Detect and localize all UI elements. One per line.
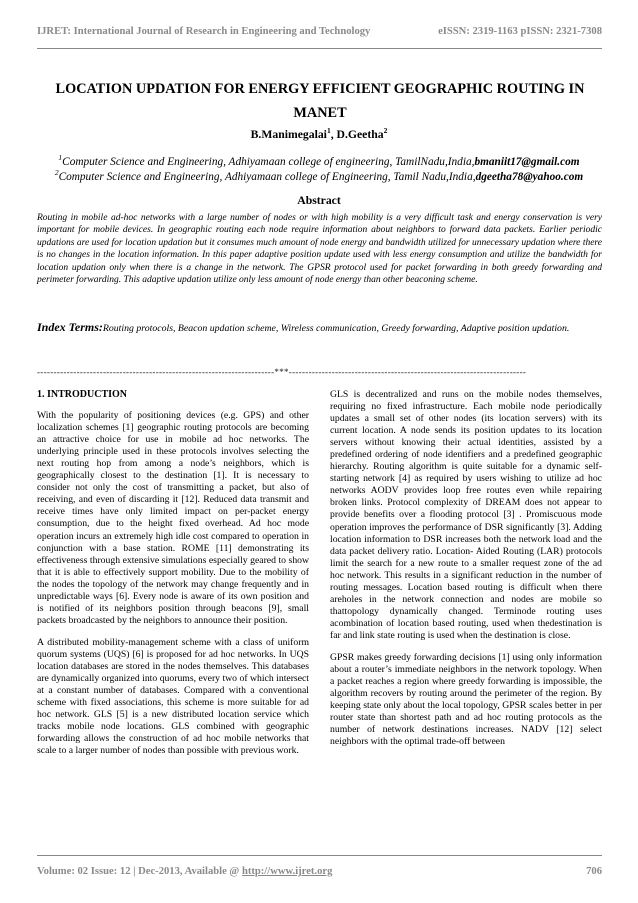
- affiliation-2-sup: 2: [54, 168, 59, 177]
- affiliation-1-text: Computer Science and Engineering, Adhiyamaan college of engineering, TamilNadu,India,: [62, 155, 475, 168]
- footer-volume-text: Volume: 02 Issue: 12 | Dec-2013, Available @: [37, 866, 242, 877]
- index-terms-label: Index Terms:: [37, 320, 103, 334]
- footer-link[interactable]: http://www.ijret.org: [241, 866, 333, 877]
- author-1-sup: 1: [326, 126, 331, 135]
- abstract-text: Routing in mobile ad-hoc networks with a large number of nodes or with high mobility is a very difficult task and energy conservation is very important for mobile devices. In geographic routing each node require information about neighbors to forward data packets. Earlier periodic updations are used for location updation but it consumes much amount of node energy and bandwidth utilized for unnecessary updation where there is no changes in the location information. In this paper adaptive position update used with less energy consumption and utilize the bandwidth for location updation only when there is a change in the network. The GPSR protocol used for packet forwarding in both greedy forwarding and perimeter forwarding. This adaptive updation utilize only less amount of node energy than other beaconing scheme.: [37, 213, 602, 286]
- section-heading: 1. INTRODUCTION: [37, 389, 128, 400]
- page-footer: [37, 866, 602, 877]
- index-terms: [37, 321, 602, 336]
- footer-volume: [37, 866, 332, 877]
- affiliation-2: [0, 168, 638, 183]
- journal-name: IJRET: International Journal of Research in Engineering and Technology: [37, 26, 371, 37]
- author-2: D.Geetha: [336, 127, 384, 141]
- authors-line: [0, 126, 638, 141]
- right-column: [330, 389, 602, 758]
- footer-rule: [37, 855, 602, 856]
- author-separator: ,: [330, 127, 337, 141]
- affiliation-1-email[interactable]: bmaniit17@gmail.com: [474, 155, 580, 168]
- page-number: 706: [586, 866, 602, 877]
- issn-info: eISSN: 2319-1163 pISSN: 2321-7308: [438, 26, 602, 37]
- intro-paragraph-4: GPSR makes greedy forwarding decisions [1] using only information about a router’s immediate neighbors in the network topology. When a packet reaches a region where greedy forwarding is impossible, the algorithm recovers by routing around the perimeter of the region. By keeping state only about the local topology, GPSR scales better in per router state than shortest path and ad hoc routing protocols as the number of network destinations increases. NADV [12] select neighbors with the optimal trade-off between: [330, 651, 602, 748]
- paper-title: LOCATION UPDATION FOR ENERGY EFFICIENT GEOGRAPHIC ROUTING IN MANET: [55, 81, 585, 121]
- left-column: [37, 389, 309, 767]
- affiliation-1: [0, 153, 638, 168]
- author-2-sup: 2: [383, 126, 388, 135]
- intro-paragraph-3: GLS is decentralized and runs on the mobile nodes themselves, requiring no fixed infrastructure. Each mobile node periodically updates a small set of other nodes (its location servers) with its current location. A node sends its position updates to its location servers without knowing their actual identities, assisted by a predefined ordering of node identifiers and a predefined geographic hierarchy. Routing algorithm is quite suitable for a dynamic self-starting network [4] as required by users wishing to utilize ad hoc networks AODV provides loop free routes even while repairing broken links. Protocol complexity of DREAM does not appear to provide benefits over a flooding protocol [3] . Promiscuous mode operation improves the performance of DSR significantly [3]. Adding location information to DSR increases both the network load and the data packet delivery ratio. Location- Aided Routing (LAR) protocols limit the search for a new route to a smaller request zone of the ad hoc network. This results in a significant reduction in the number of routing messages. Location based routing is difficult when there areholes in the network connection and nodes are mobile so thattopology dynamically changed. Terminode routing uses acombination of location based routing, used when thedestination is far and link state routing is used when the destination is close.: [330, 389, 602, 641]
- affiliation-2-email[interactable]: dgeetha78@yahoo.com: [475, 170, 584, 183]
- author-1: B.Manimegalai: [250, 127, 327, 141]
- intro-paragraph-2: A distributed mobility-management scheme with a class of uniform quorum systems (UQS) [6] is proposed for ad hoc networks. In UQS location databases are stored in the nodes themselves. This databases are dynamically organized into quorums, every two of which intersect at a constant number of databases. Compared with a conventional scheme with fixed associations, this scheme is more suitable for ad hoc network. GLS [5] is a new distributed location service which tracks mobile node locations. GLS combined with geographic forwarding allows the construction of ad hoc mobile networks that scale to a larger number of nodes than possible with previous work.: [37, 636, 309, 757]
- index-terms-text: Routing protocols, Beacon updation scheme, Wireless communication, Greedy forwarding, Adaptive position updation.: [102, 323, 570, 334]
- header-rule: [37, 48, 602, 49]
- intro-paragraph-1: With the popularity of positioning devices (e.g. GPS) and other localization schemes [1] geographic routing protocols are becoming an attractive choice for use in mobile ad hoc networks. The underlying principle used in these protocols involves selecting the next routing hop from among a node’s neighbors, which is geographically closest to the destination [1]. It is necessary to consider not only the cost of transmitting a packet, but also of receiving, and even of discarding it [12]. Reduced data transmit and receive times have only limited impact on per-packet energy consumption, due to the height fixed overhead. Ad hoc mode operation incurs an extremely high idle cost compared to operation in conjunction with a base station. ROME [11] demonstrating its effectiveness through extensive simulations especially geared to show that it is able to effectively support mobility. Due to the mobility of the nodes the topology of the network may change frequently and in unpredictable ways [6]. Every node is aware of its own position and is notified of its neighbors position through beacons [9], small packets broadcasted by the neighbors to announce their position.: [37, 410, 309, 626]
- abstract-heading: Abstract: [297, 194, 341, 207]
- affiliation-1-sup: 1: [58, 153, 63, 162]
- section-divider: ------------------------------------------------------------------------***------------------------------------------------------------------------: [37, 367, 527, 377]
- journal-header: [37, 26, 602, 37]
- affiliation-2-text: Computer Science and Engineering, Adhiyamaan college of Engineering, Tamil Nadu,India,: [58, 170, 476, 183]
